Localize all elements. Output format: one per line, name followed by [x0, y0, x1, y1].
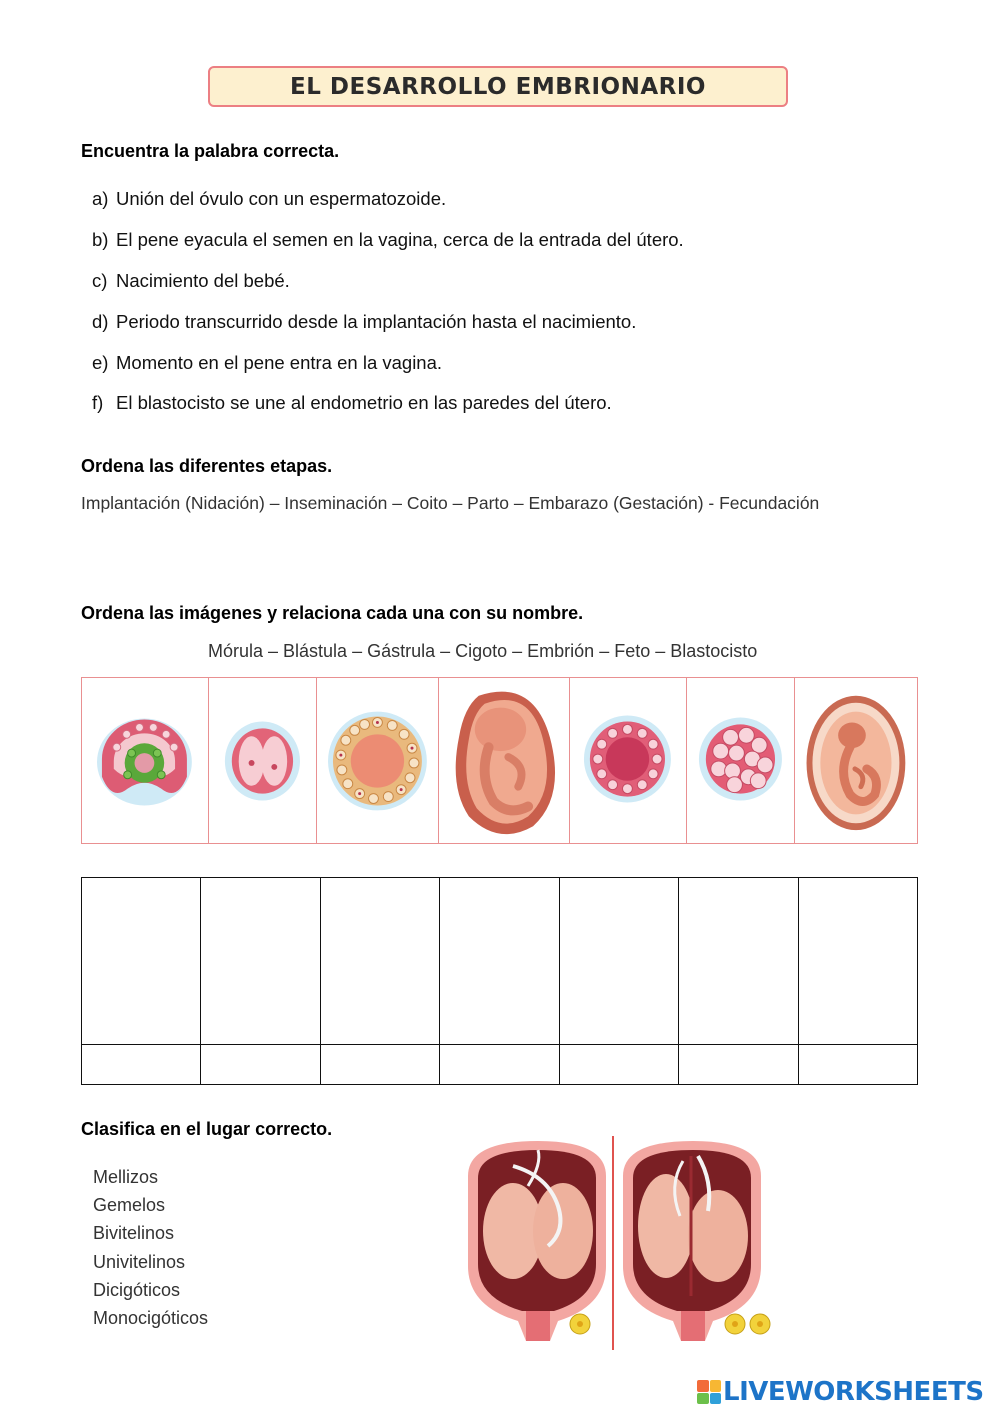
- morula-image[interactable]: [687, 678, 795, 843]
- answer-image-cell[interactable]: [82, 878, 201, 1045]
- section4-heading: Clasifica en el lugar correcto.: [81, 1119, 333, 1139]
- answer-image-cell[interactable]: [798, 878, 917, 1045]
- question-letter: e): [92, 351, 109, 373]
- answer-name-cell[interactable]: [679, 1045, 798, 1085]
- page-title: EL DESARROLLO EMBRIONARIO: [290, 73, 706, 100]
- brand-name: LIVEWORKSHEETS: [723, 1377, 984, 1407]
- stages-word-list: Implantación (Nidación) – Inseminación – Coito – Parto – Embarazo (Gestación) - Fecundación: [81, 493, 820, 513]
- twins-illustration-icon: [458, 1136, 788, 1350]
- question-text: Unión del óvulo con un espermatozoide.: [116, 188, 447, 210]
- question-text: Momento en el pene entra en la vagina.: [116, 351, 443, 373]
- title-box: [208, 66, 788, 107]
- answer-name-cell[interactable]: [440, 1045, 559, 1085]
- answer-image-cell[interactable]: [201, 878, 320, 1045]
- question-letter: d): [92, 310, 109, 332]
- question-letter: b): [92, 229, 109, 251]
- question-item: [92, 261, 684, 302]
- question-item: [92, 301, 684, 342]
- question-item: [92, 342, 684, 383]
- question-item: [92, 220, 684, 261]
- feto-icon: [439, 678, 570, 843]
- answer-table: [81, 877, 918, 1085]
- question-letter: f): [92, 392, 104, 414]
- answer-name-cell[interactable]: [320, 1045, 439, 1085]
- question-text: Periodo transcurrido desde la implantación hasta el nacimiento.: [116, 310, 637, 332]
- section3-heading: Ordena las imágenes y relaciona cada una con su nombre.: [81, 603, 584, 623]
- feto-image[interactable]: [439, 678, 571, 843]
- section2-heading: Ordena las diferentes etapas.: [81, 456, 333, 476]
- answer-image-cell[interactable]: [559, 878, 678, 1045]
- morula-icon: [687, 678, 794, 843]
- question-text: El blastocisto se une al endometrio en las paredes del útero.: [116, 392, 612, 414]
- embrion-icon: [795, 678, 917, 843]
- answer-name-cell[interactable]: [798, 1045, 917, 1085]
- answer-image-cell[interactable]: [679, 878, 798, 1045]
- embrion-image[interactable]: [795, 678, 917, 843]
- answer-image-cell[interactable]: [440, 878, 559, 1045]
- question-text: El pene eyacula el semen en la vagina, cerca de la entrada del útero.: [116, 229, 684, 251]
- blastocisto-icon: [317, 678, 438, 843]
- question-text: Nacimiento del bebé.: [116, 269, 290, 291]
- cigoto-icon: [209, 678, 316, 843]
- answer-name-cell[interactable]: [559, 1045, 678, 1085]
- liveworksheets-logo-icon: [697, 1380, 721, 1404]
- blastula-icon: [570, 678, 686, 843]
- gastrula-icon: [82, 678, 208, 843]
- answer-image-cell[interactable]: [320, 878, 439, 1045]
- image-strip: [81, 677, 918, 844]
- question-list: [92, 179, 684, 424]
- twins-uterus-image: [458, 1136, 788, 1350]
- twin-word[interactable]: Bivitelinos: [93, 1223, 175, 1244]
- question-item: [92, 179, 684, 220]
- question-letter: a): [92, 188, 109, 210]
- twin-word[interactable]: Mellizos: [93, 1167, 159, 1187]
- question-item: [92, 383, 684, 424]
- twins-word-list: [93, 1163, 208, 1332]
- cigoto-image[interactable]: [209, 678, 317, 843]
- liveworksheets-logo: [697, 1377, 984, 1407]
- twin-word[interactable]: Monocigóticos: [93, 1307, 209, 1328]
- blastocisto-image[interactable]: [317, 678, 439, 843]
- twin-word[interactable]: Dicigóticos: [93, 1279, 181, 1300]
- question-letter: c): [92, 269, 108, 291]
- twin-word[interactable]: Gemelos: [93, 1195, 166, 1216]
- answer-name-cell[interactable]: [201, 1045, 320, 1085]
- blastula-image[interactable]: [570, 678, 687, 843]
- answer-name-cell[interactable]: [82, 1045, 201, 1085]
- development-word-list: Mórula – Blástula – Gástrula – Cigoto – Embrión – Feto – Blastocisto: [208, 641, 758, 661]
- twin-word[interactable]: Univitelinos: [93, 1251, 186, 1272]
- gastrula-image[interactable]: [82, 678, 209, 843]
- section1-heading: Encuentra la palabra correcta.: [81, 141, 340, 161]
